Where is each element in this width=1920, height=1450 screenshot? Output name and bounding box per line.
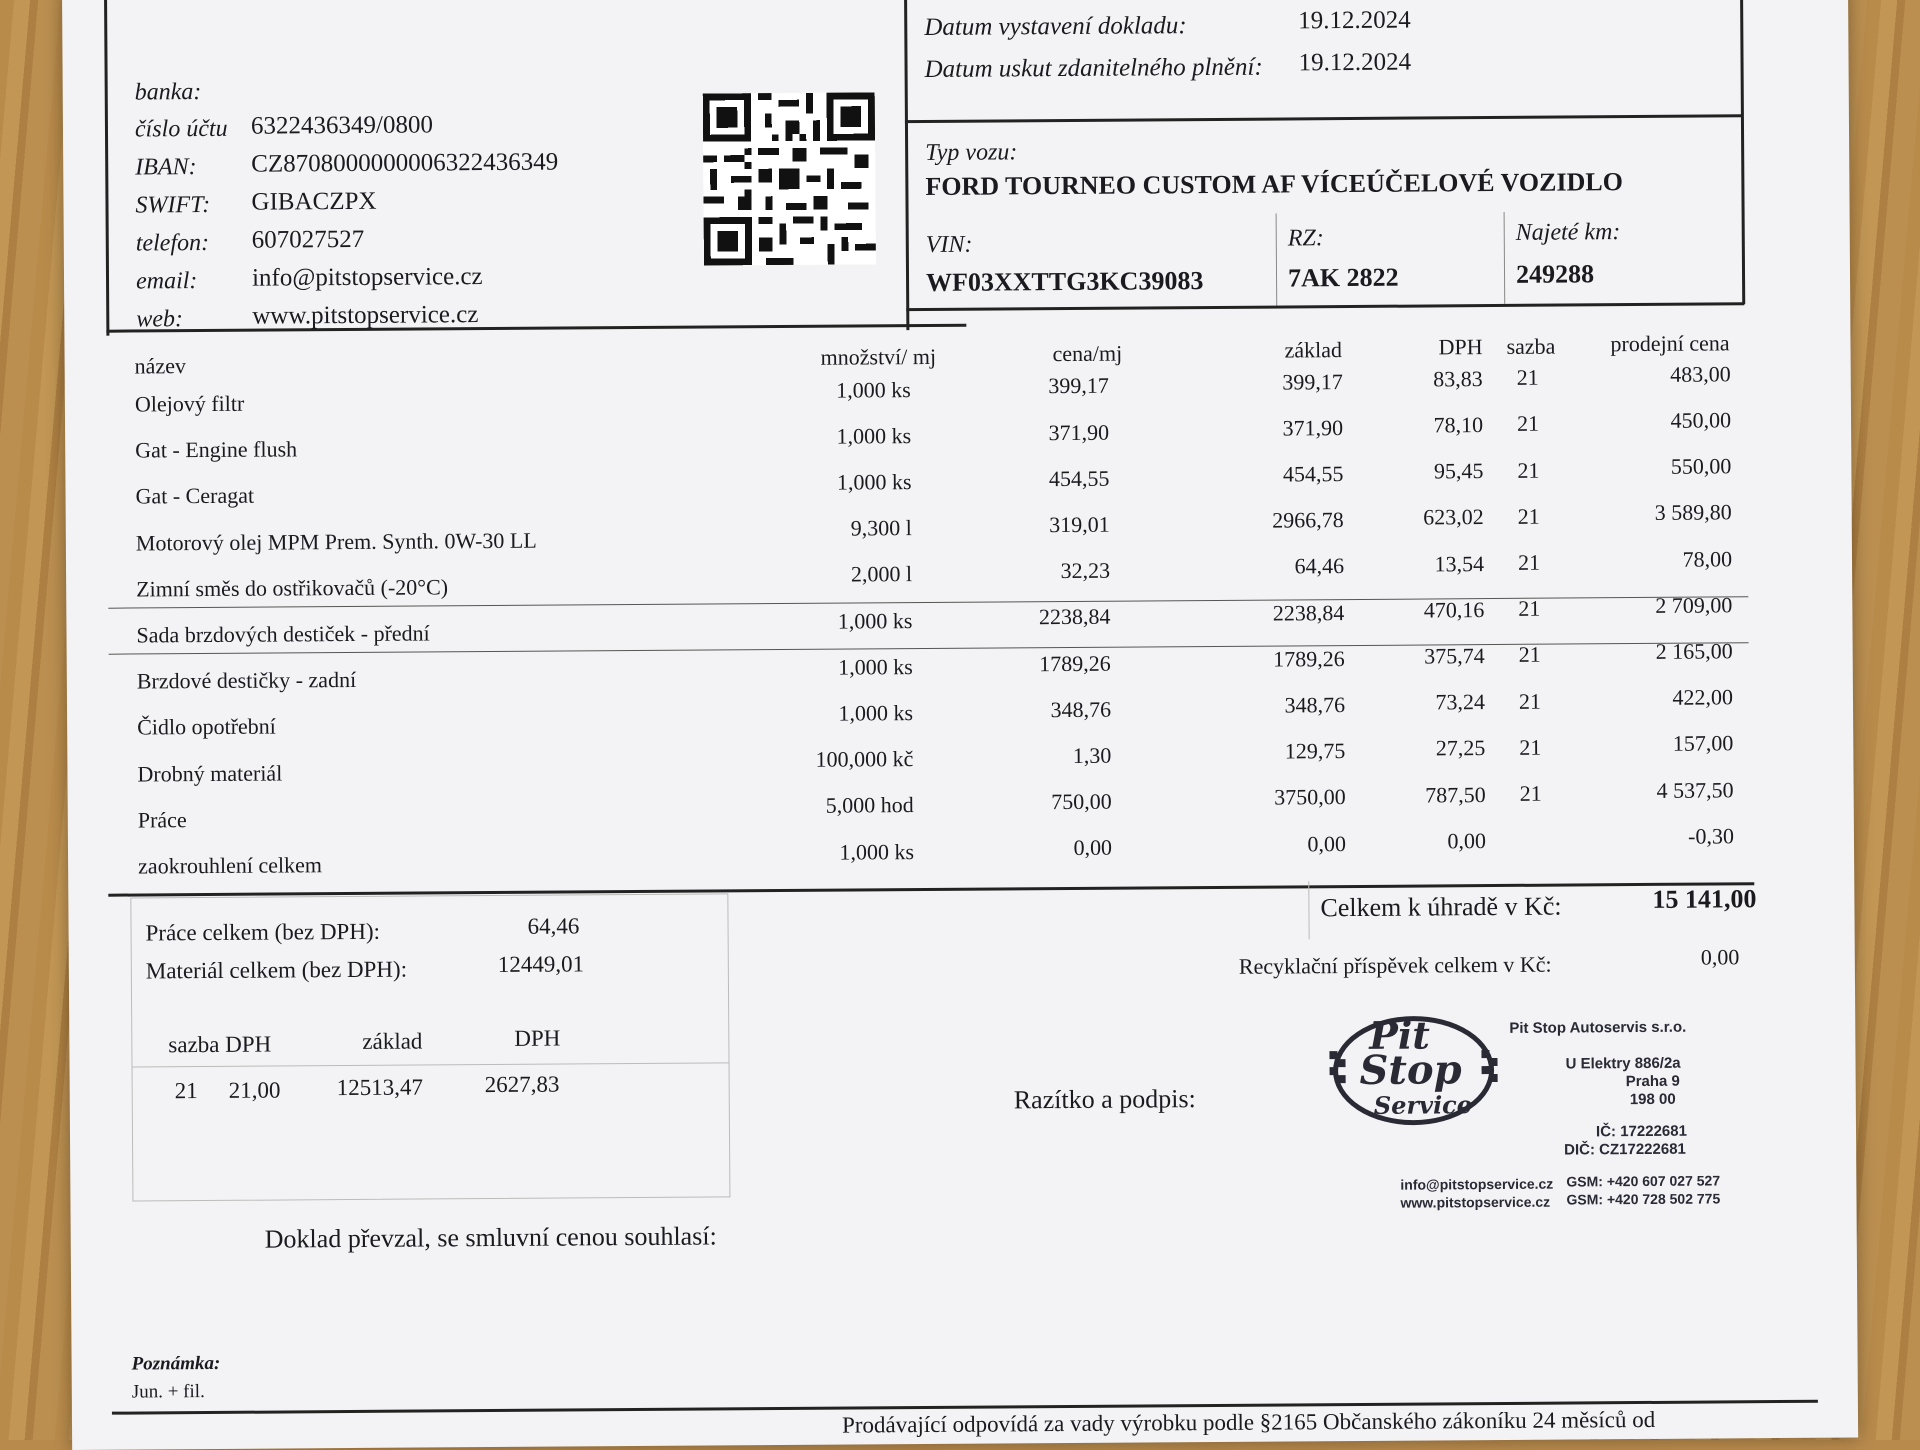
account-label: číslo účtu [134, 115, 228, 143]
item-rate: 21 [1518, 688, 1542, 714]
item-base: 1789,26 [1273, 645, 1345, 672]
phone-value: 607027527 [251, 225, 365, 254]
item-name: Gat - Ceragat [135, 483, 255, 509]
item-base: 0,00 [1307, 830, 1347, 856]
item-price: 2 709,00 [1655, 592, 1733, 618]
item-base: 129,75 [1284, 738, 1346, 764]
vat-header-amount: DPH [514, 1025, 561, 1051]
rz-label: RZ: [1287, 225, 1324, 252]
item-price: 78,00 [1682, 545, 1733, 572]
item-rate: 21 [1517, 549, 1541, 575]
item-rate: 21 [1517, 503, 1540, 529]
material-total-value: 12449,01 [497, 951, 585, 977]
vat-header-rate: sazba DPH [168, 1031, 272, 1058]
item-vat: 787,50 [1425, 781, 1486, 808]
col-header-rate: sazba [1506, 333, 1556, 359]
item-price: 550,00 [1670, 453, 1732, 480]
frame-right-line [1740, 0, 1745, 304]
col-header-price: prodejní cena [1610, 330, 1730, 357]
item-unit-price: 0,00 [1073, 834, 1113, 861]
item-price: -0,30 [1688, 823, 1735, 849]
item-base: 454,55 [1282, 460, 1344, 487]
col-header-qty: množství/ mj [820, 343, 937, 370]
item-unit-price: 371,90 [1048, 419, 1110, 445]
vehicle-divider-2 [1504, 212, 1506, 304]
item-rate: 21 [1518, 595, 1541, 621]
item-vat: 27,25 [1435, 735, 1486, 761]
bank-label: banka: [134, 79, 202, 106]
item-base: 2966,78 [1272, 507, 1344, 533]
item-rate: 21 [1518, 642, 1541, 668]
stamp-zip: 198 00 [1629, 1090, 1676, 1109]
stamp-sign-label: Razítko a podpis: [1013, 1084, 1196, 1115]
logo-word-stop: Stop [1359, 1046, 1462, 1094]
total-amount: 15 141,00 [1652, 884, 1757, 914]
recycling-value: 0,00 [1700, 944, 1740, 970]
vat-rate-code: 21 [174, 1078, 198, 1104]
item-name: zaokrouhlení celkem [138, 852, 323, 879]
vehicle-type-label: Typ vozu: [925, 139, 1018, 166]
swift-label: SWIFT: [135, 191, 211, 219]
item-price: 157,00 [1672, 730, 1734, 757]
item-name: Čidlo opotřební [137, 713, 276, 740]
issue-date: 19.12.2024 [1298, 6, 1411, 35]
item-name: Olejový filtr [134, 390, 245, 417]
stamp-company: Pit Stop Autoservis s.r.o. [1509, 1018, 1687, 1037]
item-qty: 1,000 ks [838, 653, 913, 680]
item-unit-price: 750,00 [1051, 788, 1112, 815]
item-vat: 0,00 [1447, 827, 1487, 854]
iban-value: CZ8708000000006322436349 [251, 148, 559, 178]
taxable-date-label: Datum uskut zdanitelného plnění: [924, 53, 1263, 83]
item-name: Drobný materiál [137, 760, 283, 787]
item-price: 422,00 [1672, 684, 1734, 711]
frame-left-line [104, 0, 109, 336]
stamp-ic: IČ: 17222681 [1595, 1122, 1687, 1141]
item-rate: 21 [1519, 780, 1542, 806]
item-rate: 21 [1517, 457, 1540, 483]
material-total-label: Materiál celkem (bez DPH): [145, 956, 408, 984]
item-name: Zimní směs do ostřikovačů (-20°C) [136, 574, 449, 602]
item-base: 371,90 [1282, 414, 1344, 441]
item-unit-price: 32,23 [1060, 557, 1111, 584]
item-base: 64,46 [1294, 553, 1345, 579]
email-value: info@pitstopservice.cz [251, 263, 483, 292]
vin-value: WF03XXTTG3KC39083 [925, 266, 1204, 297]
item-qty: 2,000 l [850, 561, 913, 587]
item-qty: 100,000 kč [815, 746, 914, 773]
stamp-gsm2: GSM: +420 728 502 775 [1566, 1190, 1721, 1208]
item-unit-price: 1789,26 [1039, 650, 1111, 676]
item-name: Motorový olej MPM Prem. Synth. 0W-30 LL [135, 527, 537, 556]
item-vat: 470,16 [1423, 596, 1485, 623]
vin-label: VIN: [925, 231, 973, 258]
item-price: 3 589,80 [1654, 499, 1732, 526]
item-vat: 623,02 [1423, 504, 1484, 530]
vehicle-divider-1 [1276, 214, 1278, 306]
item-base: 2238,84 [1272, 599, 1345, 626]
email-label: email: [135, 268, 198, 295]
item-qty: 1,000 ks [836, 376, 911, 403]
item-unit-price: 348,76 [1050, 696, 1112, 722]
logo-word-service: Service [1373, 1090, 1473, 1120]
item-price: 4 537,50 [1656, 776, 1734, 803]
summary-box [130, 893, 730, 1201]
stamp-gsm1: GSM: +420 607 027 527 [1566, 1172, 1721, 1190]
item-unit-price: 1,30 [1072, 742, 1112, 768]
frame-vehicle-bottom-line [906, 302, 1744, 311]
item-qty: 9,300 l [850, 515, 912, 541]
vat-header-base: základ [362, 1028, 423, 1054]
item-unit-price: 454,55 [1048, 465, 1110, 491]
item-qty: 1,000 ks [838, 700, 914, 726]
item-qty: 1,000 ks [837, 607, 913, 634]
phone-label: telefon: [135, 229, 210, 257]
item-vat: 95,45 [1433, 458, 1484, 484]
km-value: 249288 [1515, 259, 1595, 289]
rz-value: 7AK 2822 [1287, 262, 1399, 293]
item-base: 399,17 [1282, 368, 1343, 394]
item-name: Práce [137, 806, 187, 833]
item-vat: 83,83 [1433, 365, 1483, 392]
labor-total-label: Práce celkem (bez DPH): [145, 918, 381, 946]
payment-qr-code [703, 92, 876, 265]
total-label: Celkem k úhradě v Kč: [1320, 891, 1562, 923]
item-vat: 375,74 [1424, 643, 1485, 669]
account-number: 6322436349/0800 [250, 111, 433, 140]
item-name: Gat - Engine flush [135, 436, 298, 463]
stamp-email: info@pitstopservice.cz [1400, 1175, 1554, 1193]
item-vat: 13,54 [1434, 550, 1485, 577]
total-divider [1308, 881, 1309, 939]
col-header-name: název [134, 353, 187, 379]
item-price: 450,00 [1670, 407, 1732, 433]
stamp-city: Praha 9 [1625, 1072, 1680, 1091]
frame-bottom-left-line [106, 324, 966, 333]
labor-total-value: 64,46 [527, 913, 580, 939]
item-rate: 21 [1516, 411, 1540, 437]
vat-amount: 2627,83 [484, 1071, 560, 1098]
item-rate: 21 [1516, 364, 1539, 390]
item-qty: 1,000 ks [836, 422, 912, 449]
swift-value: GIBACZPX [251, 187, 377, 216]
issue-date-label: Datum vystavení dokladu: [924, 12, 1187, 41]
item-name: Brzdové destičky - zadní [136, 667, 357, 694]
item-price: 2 165,00 [1655, 638, 1733, 664]
item-name: Sada brzdových destiček - přední [136, 620, 430, 648]
col-header-base: základ [1284, 337, 1343, 363]
item-vat: 78,10 [1433, 412, 1484, 438]
item-vat: 73,24 [1435, 689, 1486, 715]
web-value: www.pitstopservice.cz [252, 301, 479, 330]
stamp-street: U Elektry 886/2a [1565, 1054, 1681, 1073]
warranty-text: Prodávající odpovídá za vady výrobku podle §2165 Občanského zákoníku 24 měsíců od [841, 1406, 1656, 1438]
frame-vehicle-top-line [905, 114, 1743, 123]
vat-rate: 21,00 [228, 1077, 281, 1103]
note-text: Jun. + fil. [131, 1381, 205, 1403]
item-rate: 21 [1519, 734, 1542, 760]
item-price: 483,00 [1670, 361, 1731, 387]
item-qty: 5,000 hod [825, 792, 914, 819]
km-label: Najeté km: [1515, 219, 1621, 246]
recycling-label: Recyklační příspěvek celkem v Kč: [1238, 951, 1552, 979]
stamp-web: www.pitstopservice.cz [1400, 1193, 1551, 1211]
frame-middle-line [904, 0, 909, 330]
vat-header-line [133, 1062, 729, 1067]
col-header-vat: DPH [1438, 334, 1483, 360]
iban-label: IBAN: [135, 154, 197, 181]
item-qty: 1,000 ks [839, 838, 915, 865]
web-label: web: [136, 306, 184, 333]
pitstop-logo [1323, 1010, 1504, 1131]
item-base: 348,76 [1284, 691, 1346, 718]
note-label: Poznámka: [131, 1352, 221, 1375]
accepted-statement: Doklad převzal, se smluvní cenou souhlasí: [264, 1221, 717, 1254]
vehicle-type: FORD TOURNEO CUSTOM AF VÍCEÚČELOVÉ VOZIDLO [925, 167, 1624, 201]
col-header-unit-price: cena/mj [1052, 340, 1123, 367]
logo-word-pit: Pit [1369, 1012, 1431, 1058]
item-base: 3750,00 [1274, 784, 1346, 810]
item-qty: 1,000 ks [836, 469, 912, 495]
item-unit-price: 399,17 [1048, 372, 1109, 399]
item-unit-price: 319,01 [1049, 511, 1110, 538]
stamp-dic: DIČ: CZ17222681 [1564, 1140, 1686, 1159]
vat-base: 12513,47 [336, 1074, 424, 1101]
taxable-date: 19.12.2024 [1298, 48, 1412, 77]
item-unit-price: 2238,84 [1038, 603, 1111, 630]
invoice-paper [62, 0, 1858, 1450]
